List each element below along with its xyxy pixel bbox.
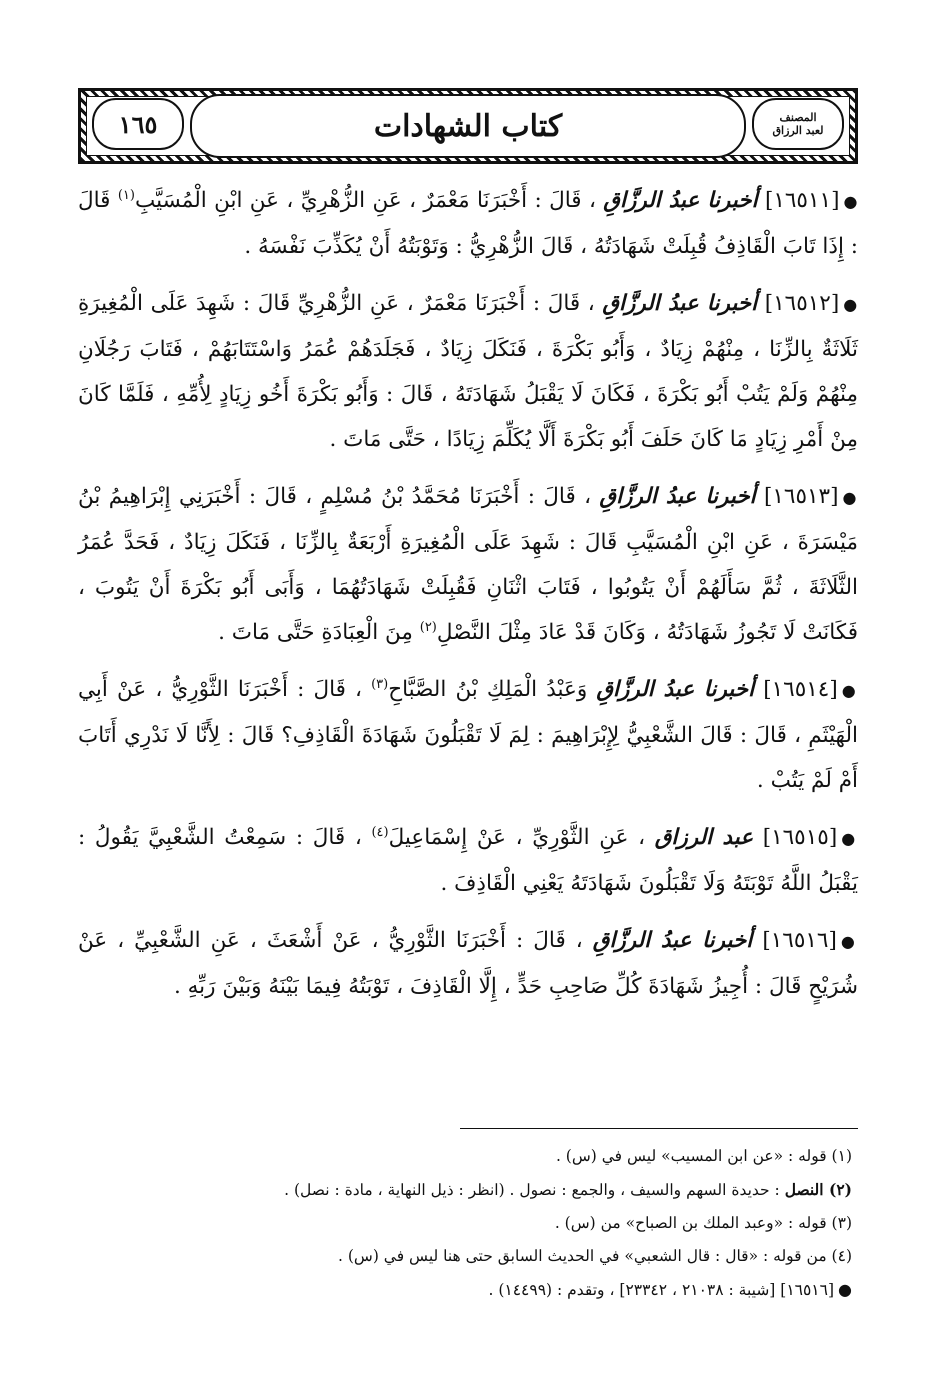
hadith-number: [١٦٥١٣] (763, 484, 839, 509)
book-logo (752, 98, 844, 150)
hadith-text: ، قَالَ : أَخْبَرَنَا مُحَمَّدُ بْنُ مُسْلِمٍ ، قَالَ : أَخْبَرَنِي إِبْرَاهِيمُ بْنُ مَيْسَرَةَ ، عَنِ ابْنِ الْمُسَيَّبِ قَالَ : شَهِدَ عَلَى الْمُغِيرَةِ أَرْبَعَةٌ بِالزِّنَا ، فَنَكَلَ زِيَادٌ ، فَحَدَّ عُمَرُ الثَّلَاثَةَ ، ثُمَّ سَأَلَهُمْ أَنْ يَتُوبُوا ، فَتَابَ اثْنَانِ فَقُبِلَتْ شَهَادَتُهُمَا ، وَأَبَى أَبُو بَكْرَةَ أَنْ يَتُوبَ ، فَكَانَتْ لَا تَجُوزُ شَهَادَتُهُ ، وَكَانَ قَدْ عَادَ مِثْلَ النَّصْلِ (78, 484, 858, 645)
hadith-source: عبد الرزاق (654, 825, 754, 850)
hadith-text-cont: مِنَ الْعِبَادَةِ حَتَّى مَاتَ . (218, 620, 420, 645)
bullet-icon: ● (841, 681, 858, 700)
hadith-source: أخبرنا عبدُ الرزَّاقِ (603, 188, 758, 213)
hadith-paragraph (78, 918, 858, 1009)
hadith-number: [١٦٥١٢] (764, 291, 840, 316)
footnote-ref: (٢) (419, 619, 437, 635)
hadith-source: أخبرنا عبدُ الرزَّاقِ (602, 291, 758, 316)
footnote-text: (٤) من قوله : «قال : قال الشعبي» في الحديث السابق حتى هنا ليس في (س) . (338, 1247, 852, 1265)
hadith-paragraph (78, 281, 858, 462)
bullet-icon: ● (843, 192, 858, 211)
hadith-paragraph (78, 667, 858, 803)
bullet-icon: ● (841, 829, 858, 848)
footnote-ref: (٣) (371, 676, 389, 692)
hadith-source: أخبرنا عبدُ الرزَّاقِ (599, 484, 756, 509)
footnote-text: (١) قوله : «عن ابن المسيب» ليس في (س) . (555, 1147, 852, 1165)
footnote-ref: (٤) (371, 824, 389, 840)
logo-line-1: المصنف (779, 111, 817, 124)
hadith-text: ، قَالَ : أَخْبَرَنَا مَعْمَرٌ ، عَنِ الزُّهْرِيِّ ، عَنِ ابْنِ الْمُسَيَّبِ (134, 188, 596, 213)
footnote (78, 1273, 858, 1307)
footnote-text: [١٦٥١٦] [شيبة : ٢١٠٣٨ ، ٢٣٣٤٢] ، وتقدم : (١٤٤٩٩) . (488, 1281, 835, 1299)
footnote (78, 1207, 858, 1240)
footnote (78, 1173, 858, 1207)
footnote (78, 1240, 858, 1273)
hadith-paragraph (78, 178, 858, 269)
hadith-paragraph (78, 815, 858, 906)
hadith-text-cont: ، قَالَ : سَمِعْتُ الشَّعْبِيَّ يَقُولُ : يَقْبَلُ اللَّهُ تَوْبَتَهُ وَلَا تَقْبَلُونَ شَهَادَتَهُ يَعْنِي الْقَاذِفَ . (78, 825, 858, 896)
main-text (78, 178, 858, 1021)
bullet-icon: ● (842, 488, 858, 507)
hadith-text: ، عَنِ الثَّوْرِيِّ ، عَنْ إِسْمَاعِيلَ (388, 825, 646, 850)
page-header (78, 88, 858, 164)
hadith-number: [١٦٥١٤] (763, 677, 838, 702)
page-number: ١٦٥ (92, 98, 184, 150)
hadith-text: ، قَالَ : أَخْبَرَنَا مَعْمَرٌ ، عَنِ الزُّهْرِيِّ قَالَ : شَهِدَ عَلَى الْمُغِيرَةِ ثَلَاثَةٌ بِالزِّنَا ، مِنْهُمْ زِيَادٌ ، وَأَبُو بَكْرَةَ ، فَنَكَلَ زِيَادٌ ، فَجَلَدَهُمْ عُمَرُ وَاسْتَتَابَهُمْ ، فَتَابَ رَجُلَانِ مِنْهُمْ وَلَمْ يَتُبْ أَبُو بَكْرَةَ ، فَكَانَ لَا يَقْبَلُ شَهَادَتَهُ ، قَالَ : وَأَبُو بَكْرَةَ أَخُو زِيَادٍ لِأُمِّهِ ، فَلَمَّا كَانَ مِنْ أَمْرِ زِيَادٍ مَا كَانَ حَلَفَ أَبُو بَكْرَةَ أَلَّا يُكَلِّمَ زِيَادًا ، حَتَّى مَاتَ . (78, 291, 858, 452)
hadith-source: أخبرنا عبدُ الرزَّاقِ (596, 677, 755, 702)
hadith-number: [١٦٥١١] (764, 188, 840, 213)
bullet-icon: ● (843, 295, 858, 314)
footnote-term: (٢) النصل (784, 1180, 852, 1199)
footnote-divider (460, 1128, 858, 1129)
chapter-title: كتاب الشهادات (190, 94, 746, 158)
hadith-text: وَعَبْدُ الْمَلِكِ بْنُ الصَّبَّاحِ (388, 677, 588, 702)
bullet-icon: ● (840, 932, 859, 951)
bullet-icon: ● (838, 1280, 852, 1299)
hadith-text-cont: ، قَالَ : أَخْبَرَنَا الثَّوْرِيُّ ، عَنْ أَبِي الْهَيْثَمِ ، قَالَ : قَالَ الشَّعْبِيُّ لِإِبْرَاهِيمَ : لِمَ لَا تَقْبَلُونَ شَهَادَةَ الْقَاذِفِ؟ قَالَ : لِأَنَّا لَا نَدْرِي أَتَابَ أَمْ لَمْ يَتُبْ . (78, 677, 858, 793)
hadith-text: ، قَالَ : أَخْبَرَنَا الثَّوْرِيُّ ، عَنْ أَشْعَثَ ، عَنِ الشَّعْبِيِّ ، عَنْ شُرَيْحٍ قَالَ : أُجِيزُ شَهَادَةَ كُلِّ صَاحِبِ حَدٍّ ، إِلَّا الْقَاذِفَ ، تَوْبَتُهُ فِيمَا بَيْنَهُ وَبَيْنَ رَبِّهِ . (78, 928, 858, 999)
hadith-source: أخبرنا عبدُ الرزَّاقِ (592, 928, 753, 953)
hadith-paragraph (78, 474, 858, 655)
hadith-text-cont: قَالَ : إِذَا تَابَ الْقَاذِفُ قُبِلَتْ شَهَادَتُهُ ، قَالَ الزُّهْرِيُّ : وَتَوْبَتُهُ أَنْ يُكَذِّبَ نَفْسَهُ . (78, 188, 858, 259)
footnotes (78, 1140, 858, 1307)
logo-line-2: لعبد الرزاق (772, 124, 824, 137)
hadith-number: [١٦٥١٥] (762, 825, 838, 850)
footnote-text: : حديدة السهم والسيف ، والجمع : نصول . (انظر : ذيل النهاية ، مادة : نصل) . (284, 1181, 785, 1199)
footnote (78, 1140, 858, 1173)
hadith-number: [١٦٥١٦] (762, 928, 837, 953)
footnote-ref: (١) (117, 187, 135, 203)
footnote-text: (٣) قوله : «وعبد الملك بن الصباح» من (س) . (554, 1214, 852, 1232)
